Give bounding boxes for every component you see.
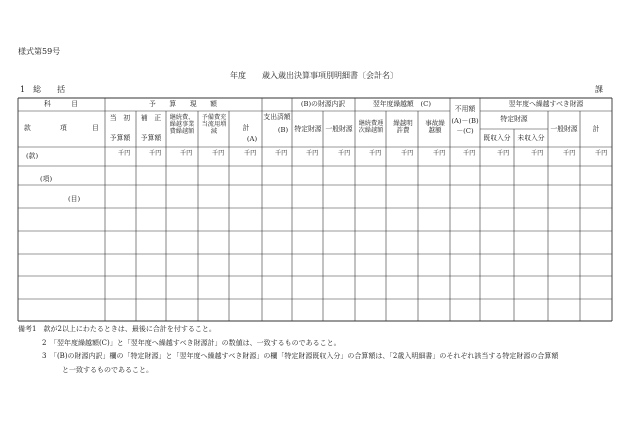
header-yokunen-zaigen: 翌年度へ繰越すべき財源 [508,100,584,108]
unit-keizoku: 千円 [180,150,193,157]
header-keizokuhi-kurikoshi: 継続費逓次繰越額 [358,120,384,135]
header-shishutsu-sub: (B) [277,126,289,134]
unit-ippan: 千円 [338,150,351,157]
row-kou: (項) [40,175,53,183]
header-zaigen-uchiwake: (B)の財源内訳 [300,100,346,108]
row-kan: (款) [26,152,39,160]
header-kei-a-sub: (A) [246,135,258,143]
header-ippan-zaigen-2: 一般財源 [550,125,578,133]
header-jiko: 事故繰越額 [425,119,445,135]
unit-keizokuhi: 千円 [369,150,382,157]
remarks [18,323,558,377]
header-toushoyosan-top: 当 初 [109,114,131,122]
section-heading: 1 総 括 [20,85,66,94]
header-yosan-gendo: 予 算 現 額 [149,100,217,108]
unit-toushoyosan: 千円 [118,150,131,157]
header-kei-2: 計 [592,125,600,133]
unit-kishuu: 千円 [497,150,510,157]
unit-meikyo: 千円 [401,150,414,157]
unit-hosei: 千円 [149,150,162,157]
form-number: 様式第59号 [18,47,61,56]
header-kan: 款 [24,124,31,132]
header-tokutei-zaigen: 特定財源 [294,125,322,133]
header-hosei-top: 補 正 [140,114,162,122]
header-yobihi: 予備費充当流用増 減 [201,114,233,136]
header-hosei-bottom: 予算額 [140,134,162,142]
remark-1: 備考1 款が2以上にわたるときは、最後に合計を付すること。 [18,325,216,333]
remark-3-continued: と一致するものであること。 [62,365,153,374]
unit-shishutsu: 千円 [275,150,288,157]
header-moku: 目 [92,124,99,132]
remark-2: 2 「翌年度繰越額(C)」と「翌年度へ繰越すべき財源計」の数値は、一致するものであること。 [42,338,341,347]
header-yokunendo-kurikoshi: 翌年度繰越額 (C) [372,100,432,108]
header-kei-a: 計 [242,124,250,132]
unit-label: 課 [595,85,603,94]
header-mishuu: 未収入分 [517,134,545,142]
header-fuyo: 不用額 [454,105,476,113]
remark-3: 3 「(B)の財源内訳」欄の「特定財源」と「翌年度へ繰越すべき財源」の欄「特定財源既収入分」の合算額は、「2歳入明細書」のそれぞれ該当する特定財源の合算額 [42,352,559,360]
unit-kei-a: 千円 [244,150,257,157]
header-keizoku: 継続費、繰越事業費繰越額 [169,114,195,136]
header-shishutsu: 支出済額 [263,113,291,121]
header-kamoku: 科 目 [44,100,78,108]
header-kou: 項 [60,124,67,132]
unit-jiko: 千円 [433,150,446,157]
header-kishuu: 既収入分 [483,134,511,142]
document-title: 年度 歳入歳出決算事項別明細書〔会計名〕 [230,71,398,80]
unit-ippan-2: 千円 [563,150,576,157]
unit-yobihi: 千円 [212,150,225,157]
unit-tokutei: 千円 [306,150,319,157]
unit-kei-2: 千円 [595,150,608,157]
header-toushoyosan-bottom: 予算額 [109,134,131,142]
row-moku: (目) [68,195,81,203]
unit-mishuu: 千円 [531,150,544,157]
header-ippan-zaigen: 一般財源 [325,125,353,133]
header-fuyo-formula-1: (A)－(B) [451,117,479,125]
header-tokutei-zaigen-2: 特定財源 [500,115,528,123]
unit-fuyo: 千円 [463,150,476,157]
header-meikyo: 繰越明許費 [393,119,413,135]
header-fuyo-formula-2: －(C) [456,127,474,135]
